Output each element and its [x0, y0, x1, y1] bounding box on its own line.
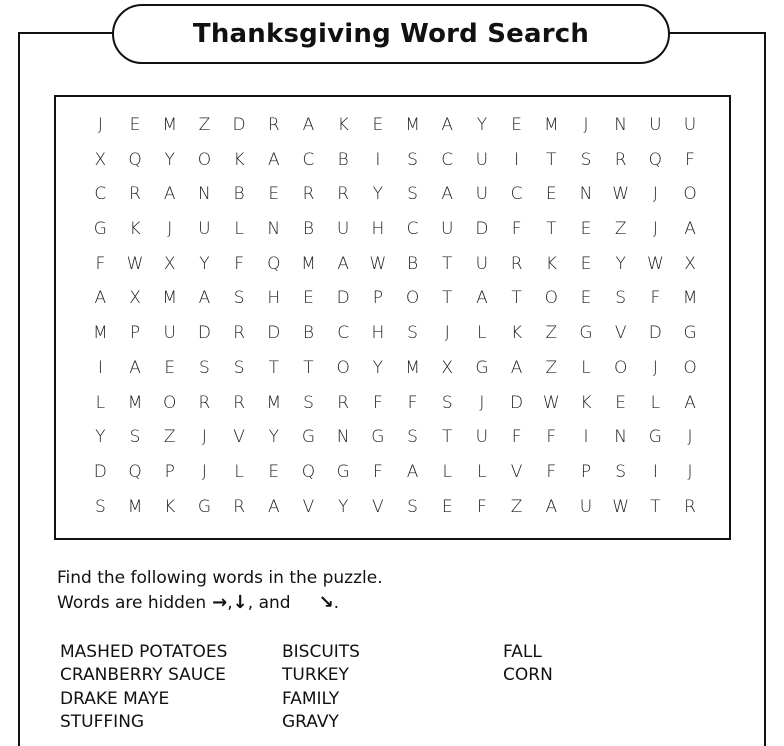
grid-cell: J	[201, 461, 207, 482]
grid-cell: R	[337, 392, 350, 413]
grid-cell: O	[163, 392, 177, 413]
grid-cell: M	[266, 392, 282, 413]
grid-cell: O	[405, 288, 420, 309]
grid-cell: U	[683, 115, 697, 135]
grid-row	[83, 455, 708, 490]
grid-cell: N	[614, 115, 628, 135]
grid-cell: Y	[615, 253, 626, 274]
grid-cell: S	[407, 496, 418, 517]
grid-cell: C	[337, 323, 350, 344]
grid-row	[83, 143, 708, 178]
grid-cell: Z	[545, 323, 558, 344]
grid-cell: L	[581, 357, 591, 378]
grid-cell: S	[407, 149, 418, 170]
grid-cell: K	[164, 496, 176, 517]
grid-cell: Z	[614, 219, 627, 240]
arrow-down-icon: ↓	[232, 592, 248, 613]
grid-cell: P	[580, 461, 592, 482]
grid-cell: V	[302, 496, 315, 517]
grid-cell: J	[687, 427, 693, 448]
grid-cell: U	[475, 427, 489, 448]
grid-cell: S	[233, 357, 245, 378]
arrow-diagonal-icon: ↘	[318, 592, 334, 613]
grid-cell: J	[97, 115, 103, 135]
grid-cell: K	[337, 115, 349, 135]
word-list-column-2	[282, 641, 360, 734]
grid-cell: C	[510, 184, 523, 205]
grid-cell: S	[407, 184, 418, 205]
grid-cell: O	[544, 288, 558, 309]
grid-cell: S	[441, 392, 453, 413]
grid-cell: Y	[199, 253, 210, 274]
grid-cell: P	[164, 461, 175, 482]
grid-cell: Q	[128, 149, 142, 170]
grid-cell: T	[268, 357, 279, 378]
grid-cell: S	[233, 288, 245, 309]
grid-cell: U	[649, 115, 662, 135]
instruction-suffix: .	[333, 592, 340, 613]
grid-cell: X	[684, 253, 696, 274]
grid-cell: X	[441, 357, 454, 378]
word-item: CORN	[503, 665, 553, 686]
grid-cell: O	[683, 184, 697, 205]
grid-cell: L	[477, 461, 487, 482]
grid-cell: S	[407, 427, 418, 448]
grid-cell: R	[233, 323, 245, 344]
grid-cell: E	[580, 253, 592, 274]
grid-cell: F	[234, 253, 244, 274]
grid-cell: U	[198, 219, 211, 240]
grid-row	[83, 247, 708, 282]
grid-cell: G	[579, 323, 593, 344]
grid-cell: K	[511, 323, 523, 344]
word-item: CRANBERRY SAUCE	[60, 665, 226, 686]
grid-row	[83, 316, 708, 351]
grid-cell: T	[442, 427, 453, 448]
grid-cell: I	[375, 149, 381, 170]
grid-cell: F	[477, 496, 487, 517]
grid-cell: Y	[164, 149, 175, 170]
grid-cell: B	[302, 323, 315, 344]
grid-cell: A	[545, 496, 558, 517]
grid-cell: P	[372, 288, 383, 309]
grid-cell: U	[336, 219, 350, 240]
grid-cell: F	[372, 392, 383, 413]
grid-cell: W	[369, 253, 387, 274]
grid-cell: V	[614, 323, 627, 344]
grid-cell: R	[684, 496, 696, 517]
grid-cell: I	[514, 149, 520, 170]
grid-cell: A	[198, 288, 211, 309]
grid-cell: W	[126, 253, 144, 274]
grid-cell: L	[234, 461, 244, 482]
grid-cell: A	[441, 184, 454, 205]
grid-cell: J	[479, 392, 485, 413]
grid-cell: D	[510, 392, 524, 413]
grid-row	[83, 281, 708, 316]
grid-cell: E	[545, 184, 557, 205]
grid-cell: Q	[648, 149, 663, 170]
word-item: GRAVY	[282, 711, 339, 732]
grid-cell: S	[199, 357, 210, 378]
grid-cell: G	[336, 461, 350, 482]
instruction-line-1: Find the following words in the puzzle.	[57, 568, 383, 588]
letter-grid	[83, 108, 708, 524]
grid-cell: D	[232, 115, 246, 135]
grid-cell: T	[442, 253, 453, 274]
grid-cell: B	[337, 149, 349, 170]
grid-cell: Y	[372, 357, 384, 378]
grid-cell: M	[93, 323, 108, 344]
page-title: Thanksgiving Word Search	[192, 19, 590, 49]
grid-cell: A	[510, 357, 523, 378]
grid-cell: L	[442, 461, 452, 482]
instruction-line-2	[57, 592, 339, 613]
grid-cell: K	[233, 149, 245, 170]
grid-cell: M	[405, 115, 420, 135]
word-list-column-1	[60, 641, 227, 734]
grid-cell: F	[650, 288, 661, 309]
grid-cell: A	[267, 496, 280, 517]
grid-cell: I	[652, 461, 658, 482]
grid-cell: D	[93, 461, 107, 482]
grid-cell: A	[684, 392, 696, 413]
grid-cell: V	[372, 496, 384, 517]
instruction-prefix: Words are hidden	[57, 592, 207, 613]
grid-cell: T	[546, 149, 557, 170]
grid-row	[83, 386, 708, 421]
grid-cell: R	[614, 149, 627, 170]
grid-cell: D	[475, 219, 489, 240]
grid-cell: T	[442, 288, 453, 309]
grid-cell: E	[580, 219, 592, 240]
grid-cell: F	[407, 392, 418, 413]
grid-cell: K	[580, 392, 592, 413]
grid-cell: B	[406, 253, 419, 274]
grid-cell: I	[583, 427, 589, 448]
grid-cell: G	[197, 496, 211, 517]
grid-cell: P	[129, 323, 141, 344]
grid-cell: C	[302, 149, 315, 170]
grid-cell: Q	[128, 461, 142, 482]
grid-cell: R	[233, 392, 245, 413]
grid-cell: N	[614, 427, 628, 448]
grid-cell: J	[652, 219, 658, 240]
grid-cell: K	[129, 219, 141, 240]
grid-cell: S	[580, 149, 592, 170]
grid-cell: R	[510, 253, 523, 274]
grid-cell: D	[648, 323, 662, 344]
grid-cell: R	[198, 392, 211, 413]
grid-cell: J	[652, 357, 658, 378]
grid-cell: G	[683, 323, 697, 344]
grid-cell: S	[615, 288, 627, 309]
grid-cell: B	[302, 219, 315, 240]
grid-cell: E	[372, 115, 384, 135]
grid-cell: J	[444, 323, 450, 344]
grid-cell: A	[302, 115, 315, 135]
grid-cell: D	[336, 288, 350, 309]
grid-cell: T	[546, 219, 557, 240]
grid-cell: V	[233, 427, 245, 448]
grid-cell: V	[510, 461, 523, 482]
grid-cell: R	[302, 184, 315, 205]
separator-2: , and	[247, 592, 291, 613]
grid-cell: D	[197, 323, 211, 344]
grid-cell: G	[301, 427, 316, 448]
grid-cell: A	[337, 253, 349, 274]
grid-cell: M	[127, 392, 143, 413]
grid-cell: J	[167, 219, 173, 240]
grid-cell: W	[542, 392, 560, 413]
grid-cell: O	[336, 357, 350, 378]
grid-cell: W	[612, 496, 630, 517]
grid-cell: J	[583, 115, 589, 135]
grid-cell: U	[475, 149, 489, 170]
grid-cell: U	[440, 219, 454, 240]
grid-cell: Q	[301, 461, 316, 482]
grid-cell: H	[371, 219, 385, 240]
grid-cell: A	[94, 288, 107, 309]
grid-cell: S	[94, 496, 106, 517]
word-item: MASHED POTATOES	[60, 642, 228, 662]
grid-cell: J	[652, 184, 658, 205]
grid-row	[83, 177, 708, 212]
grid-cell: G	[648, 427, 662, 448]
title-banner	[112, 4, 670, 64]
grid-cell: O	[613, 357, 628, 378]
grid-cell: N	[198, 184, 211, 205]
grid-cell: T	[303, 357, 314, 378]
grid-cell: W	[612, 184, 630, 205]
grid-cell: L	[234, 219, 244, 240]
grid-cell: H	[371, 323, 385, 344]
grid-cell: E	[129, 115, 141, 135]
grid-cell: J	[201, 427, 207, 448]
word-item: FALL	[503, 642, 542, 662]
grid-cell: R	[337, 184, 350, 205]
grid-cell: Y	[476, 115, 488, 135]
grid-cell: L	[477, 323, 487, 344]
grid-cell: F	[546, 427, 557, 448]
grid-cell: S	[129, 427, 141, 448]
grid-cell: F	[546, 461, 557, 482]
grid-cell: A	[441, 115, 454, 135]
grid-cell: C	[94, 184, 107, 205]
word-item: FAMILY	[282, 688, 340, 709]
grid-cell: F	[511, 427, 522, 448]
word-item: STUFFING	[60, 711, 145, 732]
grid-cell: U	[475, 184, 489, 205]
grid-cell: E	[268, 184, 280, 205]
grid-cell: M	[162, 288, 178, 309]
grid-cell: E	[268, 461, 280, 482]
grid-cell: N	[579, 184, 593, 205]
grid-cell: E	[303, 288, 314, 309]
grid-cell: X	[129, 288, 141, 309]
grid-cell: F	[685, 149, 695, 170]
grid-cell: M	[543, 115, 559, 135]
grid-cell: U	[475, 253, 489, 274]
grid-cell: F	[372, 461, 383, 482]
grid-cell: C	[406, 219, 419, 240]
arrow-right-icon: →	[212, 592, 228, 613]
grid-cell: M	[301, 253, 316, 274]
separator-1: ,	[227, 592, 233, 613]
frame-top-left	[18, 32, 113, 34]
grid-cell: M	[682, 288, 698, 309]
grid-cell: R	[267, 115, 280, 135]
grid-cell: G	[371, 427, 385, 448]
grid-cell: Y	[95, 427, 106, 448]
grid-cell: M	[127, 496, 143, 517]
grid-cell: Z	[163, 427, 176, 448]
grid-cell: Y	[372, 184, 384, 205]
grid-cell: Z	[198, 115, 211, 135]
grid-cell: J	[687, 461, 693, 482]
grid-cell: M	[162, 115, 178, 135]
grid-cell: T	[650, 496, 661, 517]
grid-cell: F	[511, 219, 522, 240]
grid-cell: X	[94, 149, 107, 170]
grid-row	[83, 212, 708, 247]
grid-row	[83, 108, 708, 143]
grid-cell: K	[545, 253, 557, 274]
grid-cell: G	[475, 357, 489, 378]
grid-cell: B	[233, 184, 245, 205]
grid-cell: S	[615, 461, 627, 482]
grid-cell: M	[405, 357, 420, 378]
grid-cell: E	[441, 496, 453, 517]
grid-cell: F	[95, 253, 106, 274]
grid-cell: U	[163, 323, 176, 344]
grid-cell: Y	[337, 496, 349, 517]
grid-cell: A	[476, 288, 488, 309]
grid-cell: G	[93, 219, 107, 240]
grid-cell: R	[129, 184, 141, 205]
grid-cell: N	[336, 427, 350, 448]
frame-left	[18, 32, 20, 746]
grid-cell: L	[95, 392, 106, 413]
word-item: DRAKE MAYE	[60, 688, 170, 709]
grid-cell: Z	[545, 357, 558, 378]
grid-cell: U	[579, 496, 593, 517]
grid-cell: D	[267, 323, 281, 344]
grid-row	[83, 420, 708, 455]
grid-cell: R	[233, 496, 245, 517]
grid-cell: E	[580, 288, 592, 309]
grid-cell: C	[441, 149, 454, 170]
grid-cell: A	[406, 461, 419, 482]
grid-cell: A	[163, 184, 176, 205]
grid-cell: E	[164, 357, 176, 378]
grid-cell: Q	[267, 253, 281, 274]
grid-cell: O	[197, 149, 212, 170]
grid-cell: I	[97, 357, 103, 378]
grid-cell: A	[684, 219, 696, 240]
grid-cell: S	[407, 323, 418, 344]
grid-cell: A	[129, 357, 141, 378]
grid-cell: N	[267, 219, 281, 240]
grid-cell: W	[646, 253, 664, 274]
grid-cell: H	[267, 288, 281, 309]
grid-cell: O	[683, 357, 697, 378]
grid-cell: A	[267, 149, 280, 170]
grid-cell: E	[615, 392, 627, 413]
word-item: BISCUITS	[282, 642, 360, 662]
grid-cell: T	[511, 288, 522, 309]
grid-cell: S	[303, 392, 314, 413]
frame-top-right	[669, 32, 766, 34]
grid-cell: Z	[510, 496, 523, 517]
word-list-column-3	[503, 641, 553, 688]
frame-right	[764, 32, 766, 746]
word-item: TURKEY	[282, 665, 349, 686]
grid-cell: X	[163, 253, 176, 274]
grid-cell: L	[650, 392, 661, 413]
grid-row	[83, 490, 708, 525]
grid-row	[83, 351, 708, 386]
grid-cell: E	[511, 115, 522, 135]
grid-cell: Y	[268, 427, 279, 448]
